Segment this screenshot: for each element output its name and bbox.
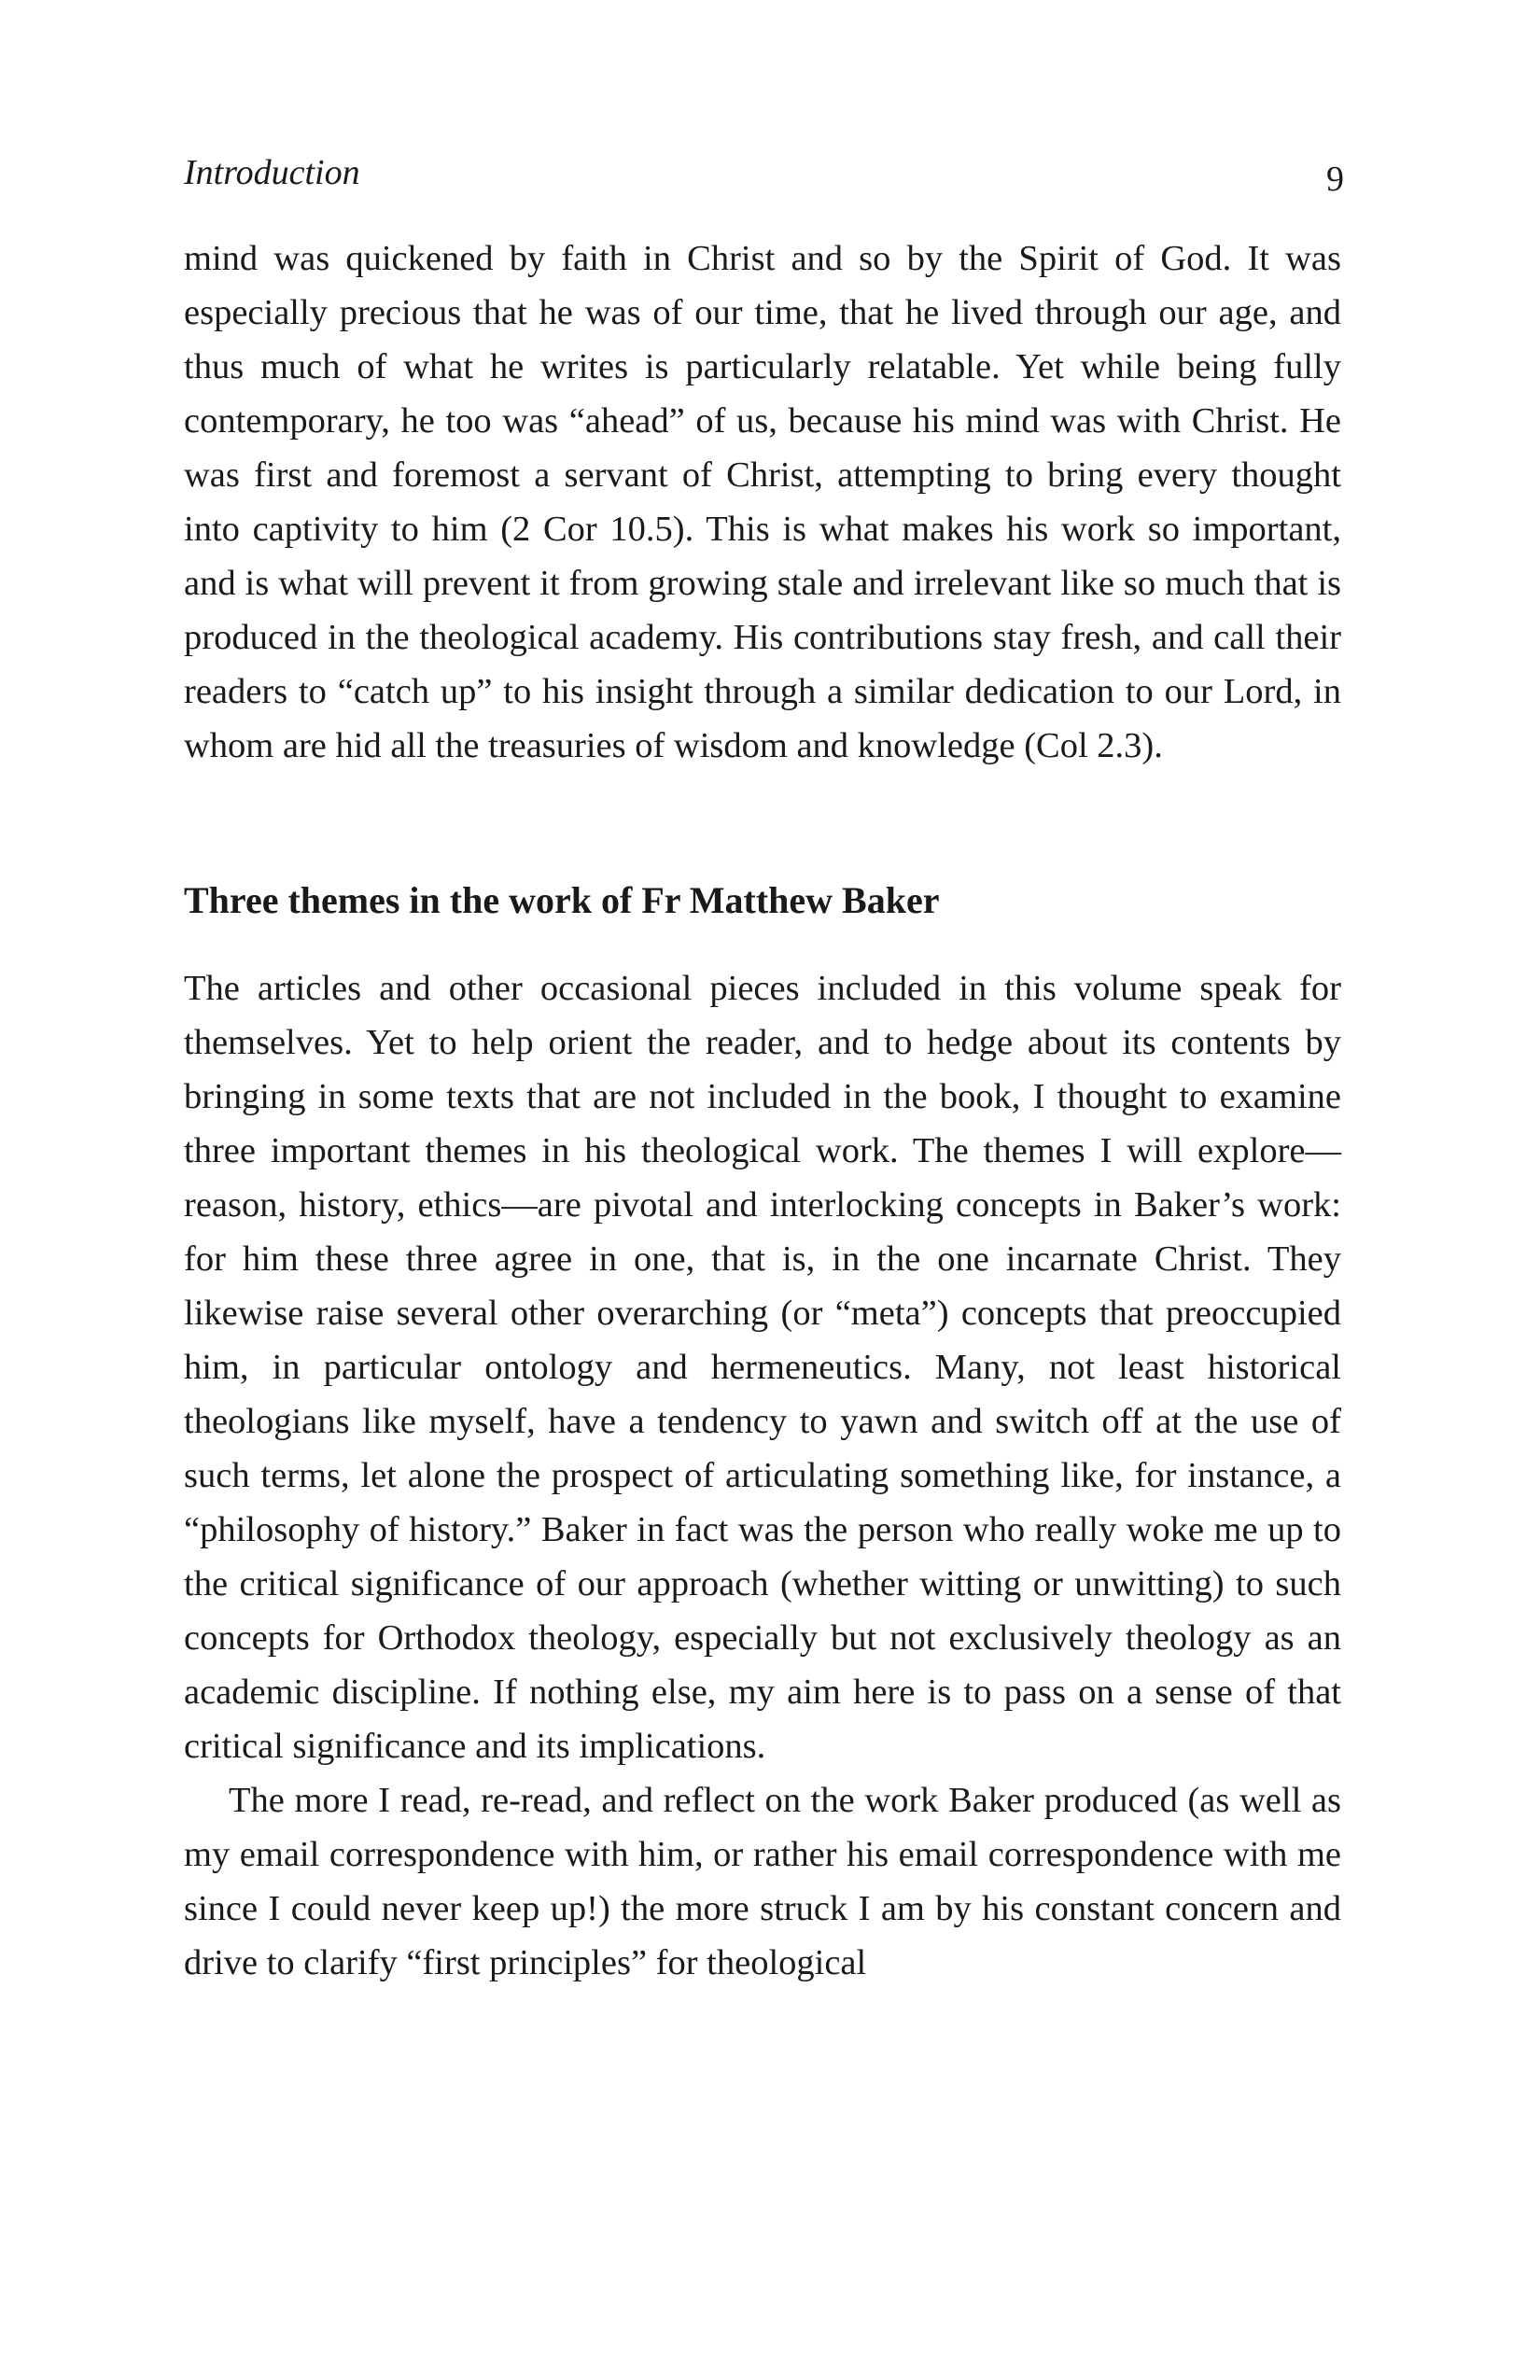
running-header-title: Introduction xyxy=(184,153,360,192)
paragraph: The articles and other occasional pieces included in this volume speak for themselves. Yet to help orient the reader, and to hedge about its contents by bringing in some texts that are not included in the book, I thought to examine three important themes in his theological work. The themes I will explore—reason, history, ethics—are pivotal and interlocking concepts in Baker’s work: for him these three agree in one, that is, in the one incarnate Christ. They likewise raise several other overarching (or “meta”) concepts that preoccupied him, in particular ontology and hermeneutics. Many, not least historical theologians like myself, have a tendency to yawn and switch off at the use of such terms, let alone the prospect of articulating something like, for instance, a “philosophy of history.” Baker in fact was the person who really woke me up to the critical significance of our approach (whether witting or unwitting) to such concepts for Orthodox theology, especially but not exclusively theology as an academic discipline. If nothing else, my aim here is to pass on a sense of that critical significance and its implications. xyxy=(184,969,1341,1766)
paragraph: The more I read, re-read, and reflect on the work Baker produced (as well as my email correspondence with him, or rather his email correspondence with me since I could never keep up!) the more struck I am by his constant concern and drive to clarify “first principles” for theological xyxy=(184,1781,1341,1982)
paragraph: mind was quickened by faith in Christ and so by the Spirit of God. It was especially precious that he was of our time, that he lived through our age, and thus much of what he writes is particularly relatable. Yet while being fully contemporary, he too was “ahead” of us, because his mind was with Christ. He was first and foremost a servant of Christ, attempting to bring every thought into captivity to him (2 Cor 10.5). This is what makes his work so important, and is what will prevent it from growing stale and irrelevant like so much that is produced in the theological academy. His contributions stay fresh, and call their readers to “catch up” to his insight through a similar dedication to our Lord, in whom are hid all the treasuries of wisdom and knowledge (Col 2.3). xyxy=(184,239,1341,765)
page-number: 9 xyxy=(1326,160,1344,199)
body-text-top xyxy=(184,231,1341,773)
section-heading: Three themes in the work of Fr Matthew Baker xyxy=(184,879,940,921)
body-text-section xyxy=(184,961,1341,1990)
